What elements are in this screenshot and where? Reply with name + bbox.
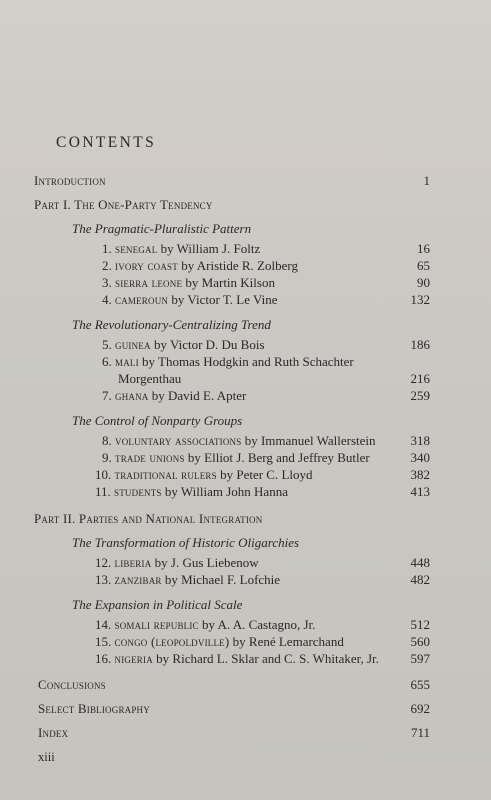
entry-number: 12. <box>95 555 112 570</box>
entry-subject: sierra leone <box>115 275 183 290</box>
entry-author: by Martin Kilson <box>182 275 275 290</box>
entry-page: 340 <box>410 450 430 465</box>
entry-author: by Richard L. Sklar and C. S. Whitaker, Jr. <box>152 651 379 666</box>
toc-entry <box>102 291 278 309</box>
entry-page: 186 <box>410 337 430 352</box>
entry-page: 413 <box>410 484 430 499</box>
part-one-heading: Part I. The One-Party Tendency <box>34 197 213 212</box>
page-title: CONTENTS <box>56 134 157 151</box>
entry-number: 9. <box>102 450 112 465</box>
entry-number: 1. <box>102 241 112 256</box>
entry-author: by David E. Apter <box>148 388 247 403</box>
toc-entry <box>95 483 288 501</box>
toc-entry <box>102 353 354 371</box>
entry-number: 15. <box>95 634 112 649</box>
entry-author: by Aristide R. Zolberg <box>177 258 298 273</box>
entry-author: by Michael F. Lofchie <box>161 572 281 587</box>
toc-conclusions: Conclusions <box>38 677 106 692</box>
entry-page: 560 <box>410 634 430 649</box>
section-heading: The Pragmatic-Pluralistic Pattern <box>72 221 252 236</box>
toc-bibliography: Select Bibliography <box>38 701 150 716</box>
toc-entry <box>102 274 275 292</box>
toc-entry <box>102 336 265 354</box>
entry-page: 382 <box>410 467 430 482</box>
entry-page: 65 <box>417 258 430 273</box>
part-two-heading: Part II. Parties and National Integration <box>34 511 263 526</box>
entry-author: by A. A. Castagno, Jr. <box>198 617 316 632</box>
entry-number: 6. <box>102 354 112 369</box>
entry-page: 216 <box>410 371 430 386</box>
section-heading: The Revolutionary-Centralizing Trend <box>72 317 271 332</box>
entry-subject: guinea <box>115 337 151 352</box>
entry-number: 16. <box>95 651 112 666</box>
section-heading: The Control of Nonparty Groups <box>72 413 243 428</box>
entry-subject: nigeria <box>114 651 153 666</box>
toc-introduction: Introduction <box>34 173 106 188</box>
toc-entry <box>102 387 246 405</box>
entry-page: 90 <box>417 275 430 290</box>
entry-author: by Thomas Hodgkin and Ruth Schachter <box>138 354 354 369</box>
toc-entry <box>102 257 298 275</box>
toc-entry <box>95 616 315 634</box>
entry-number: 3. <box>102 275 112 290</box>
entry-subject: senegal <box>115 241 158 256</box>
entry-page: 318 <box>410 433 430 448</box>
entry-author: by Immanuel Wallerstein <box>241 433 376 448</box>
toc-entry <box>95 633 344 651</box>
entry-page: 597 <box>410 651 430 666</box>
toc-entry <box>102 449 370 467</box>
toc-entry <box>102 240 260 258</box>
entry-author: by René Lemarchand <box>229 634 344 649</box>
entry-author: by William J. Foltz <box>157 241 261 256</box>
entry-page: 132 <box>410 292 430 307</box>
entry-page: 16 <box>417 241 430 256</box>
entry-subject: liberia <box>114 555 152 570</box>
entry-subject: voluntary associations <box>115 433 242 448</box>
toc-index-page: 711 <box>410 725 430 740</box>
entry-page: 259 <box>410 388 430 403</box>
entry-number: 11. <box>95 484 111 499</box>
entry-number: 5. <box>102 337 112 352</box>
toc-entry <box>95 650 379 668</box>
entry-continuation: Morgenthau <box>118 371 182 386</box>
entry-subject: mali <box>115 354 139 369</box>
entry-author: by Victor D. Du Bois <box>150 337 265 352</box>
entry-number: 14. <box>95 617 112 632</box>
section-heading: The Expansion in Political Scale <box>72 597 243 612</box>
entry-subject: ivory coast <box>115 258 178 273</box>
toc-entry <box>95 466 313 484</box>
entry-number: 8. <box>102 433 112 448</box>
entry-subject: traditional rulers <box>114 467 217 482</box>
entry-number: 10. <box>95 467 112 482</box>
toc-index: Index <box>38 725 69 740</box>
toc-entry <box>95 571 280 589</box>
entry-subject: students <box>114 484 162 499</box>
entry-author: by J. Gus Liebenow <box>151 555 259 570</box>
entry-number: 4. <box>102 292 112 307</box>
section-heading: The Transformation of Historic Oligarchies <box>72 535 300 550</box>
entry-author: by Victor T. Le Vine <box>168 292 278 307</box>
entry-subject: ghana <box>115 388 149 403</box>
toc-introduction-page: 1 <box>423 173 430 188</box>
entry-author: by Elliot J. Berg and Jeffrey Butler <box>184 450 370 465</box>
entry-subject: cameroun <box>115 292 169 307</box>
entry-author: by Peter C. Lloyd <box>216 467 313 482</box>
entry-number: 7. <box>102 388 112 403</box>
entry-subject: somali republic <box>114 617 199 632</box>
entry-number: 13. <box>95 572 112 587</box>
entry-subject: congo (leopoldville) <box>114 634 230 649</box>
entry-page: 448 <box>410 555 430 570</box>
toc-bibliography-page: 692 <box>410 701 430 716</box>
page-folio: xiii <box>38 750 55 764</box>
toc-entry <box>95 554 259 572</box>
entry-page: 512 <box>410 617 430 632</box>
toc-entry <box>102 432 376 450</box>
entry-subject: trade unions <box>115 450 185 465</box>
entry-page: 482 <box>410 572 430 587</box>
entry-number: 2. <box>102 258 112 273</box>
entry-subject: zanzibar <box>114 572 162 587</box>
entry-author: by William John Hanna <box>161 484 288 499</box>
toc-conclusions-page: 655 <box>410 677 430 692</box>
